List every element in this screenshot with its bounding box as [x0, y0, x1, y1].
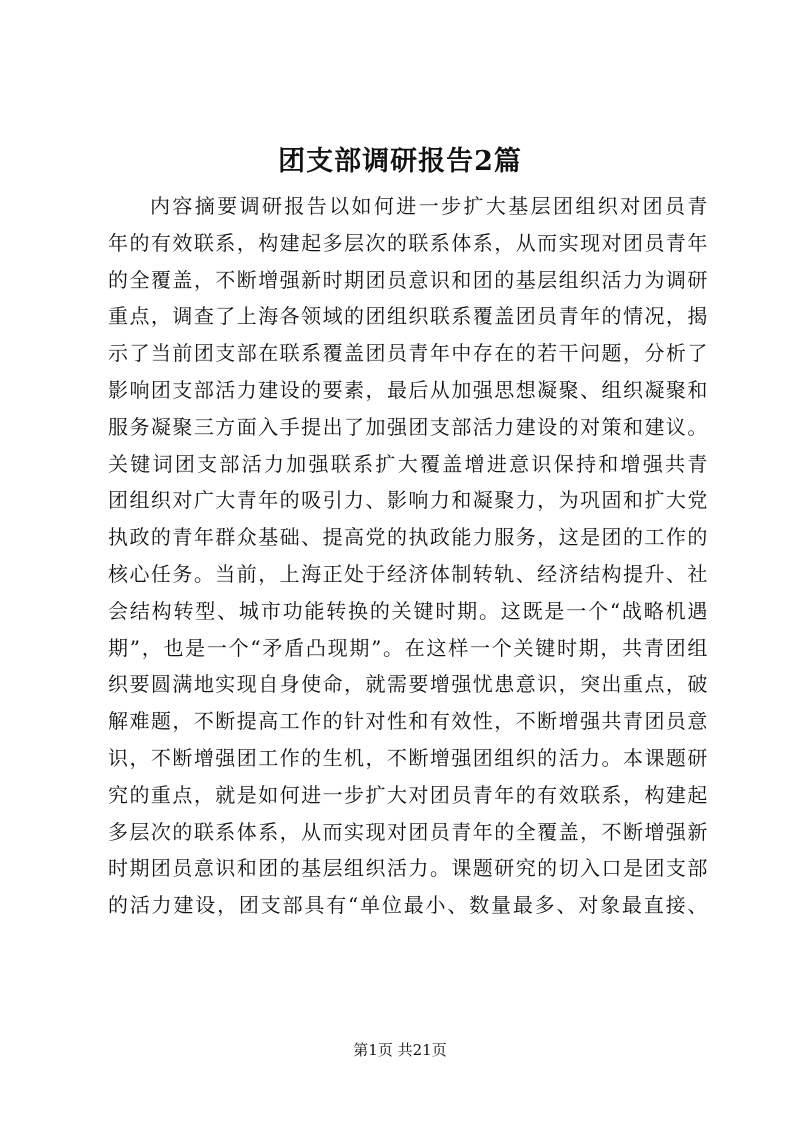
text-line: 多层次的联系体系，从而实现对团员青年的全覆盖，不断增强新 — [108, 819, 708, 844]
text-line: 识，不断增强团工作的生机，不断增强团组织的活力。本课题研 — [108, 745, 708, 770]
text-line: 执政的青年群众基础、提高党的执政能力服务，这是团的工作的 — [108, 525, 708, 550]
page-title: 团支部调研报告2篇 — [278, 146, 522, 177]
text-line: 年的有效联系，构建起多层次的联系体系，从而实现对团员青年 — [108, 230, 708, 255]
text-line: 内容摘要调研报告以如何进一步扩大基层团组织对团员青 — [150, 194, 708, 218]
text-line: 团组织对广大青年的吸引力、影响力和凝聚力，为巩固和扩大党 — [108, 488, 708, 513]
text-line: 示了当前团支部在联系覆盖团员青年中存在的若干问题，分析了 — [108, 341, 708, 366]
text-line: 解难题，不断提高工作的针对性和有效性，不断增强共青团员意 — [108, 709, 708, 734]
text-line: 的活力建设，团支部具有“单位最小、数量最多、对象最直接、 — [108, 893, 708, 918]
text-line: 关键词团支部活力加强联系扩大覆盖增进意识保持和增强共青 — [108, 451, 708, 476]
text-line: 时期团员意识和团的基层组织活力。课题研究的切入口是团支部 — [108, 856, 708, 881]
text-line: 重点，调查了上海各领域的团组织联系覆盖团员青年的情况，揭 — [108, 304, 708, 329]
text-line: 影响团支部活力建设的要素，最后从加强思想凝聚、组织凝聚和 — [108, 377, 708, 402]
text-line: 会结构转型、城市功能转换的关键时期。这既是一个“战略机遇 — [108, 598, 708, 623]
text-line: 核心任务。当前，上海正处于经济体制转轨、经济结构提升、社 — [108, 561, 708, 586]
text-line: 究的重点，就是如何进一步扩大对团员青年的有效联系，构建起 — [108, 782, 708, 807]
text-line: 织要圆满地实现自身使命，就需要增强忧患意识，突出重点，破 — [108, 672, 708, 697]
body-text — [108, 188, 708, 924]
page-number: 第1页 共21页 — [353, 1041, 447, 1059]
text-line: 的全覆盖，不断增强新时期团员意识和团的基层组织活力为调研 — [108, 267, 708, 292]
text-line: 期”，也是一个“矛盾凸现期”。在这样一个关键时期，共青团组 — [108, 635, 708, 660]
text-line: 服务凝聚三方面入手提出了加强团支部活力建设的对策和建议。 — [108, 414, 708, 439]
